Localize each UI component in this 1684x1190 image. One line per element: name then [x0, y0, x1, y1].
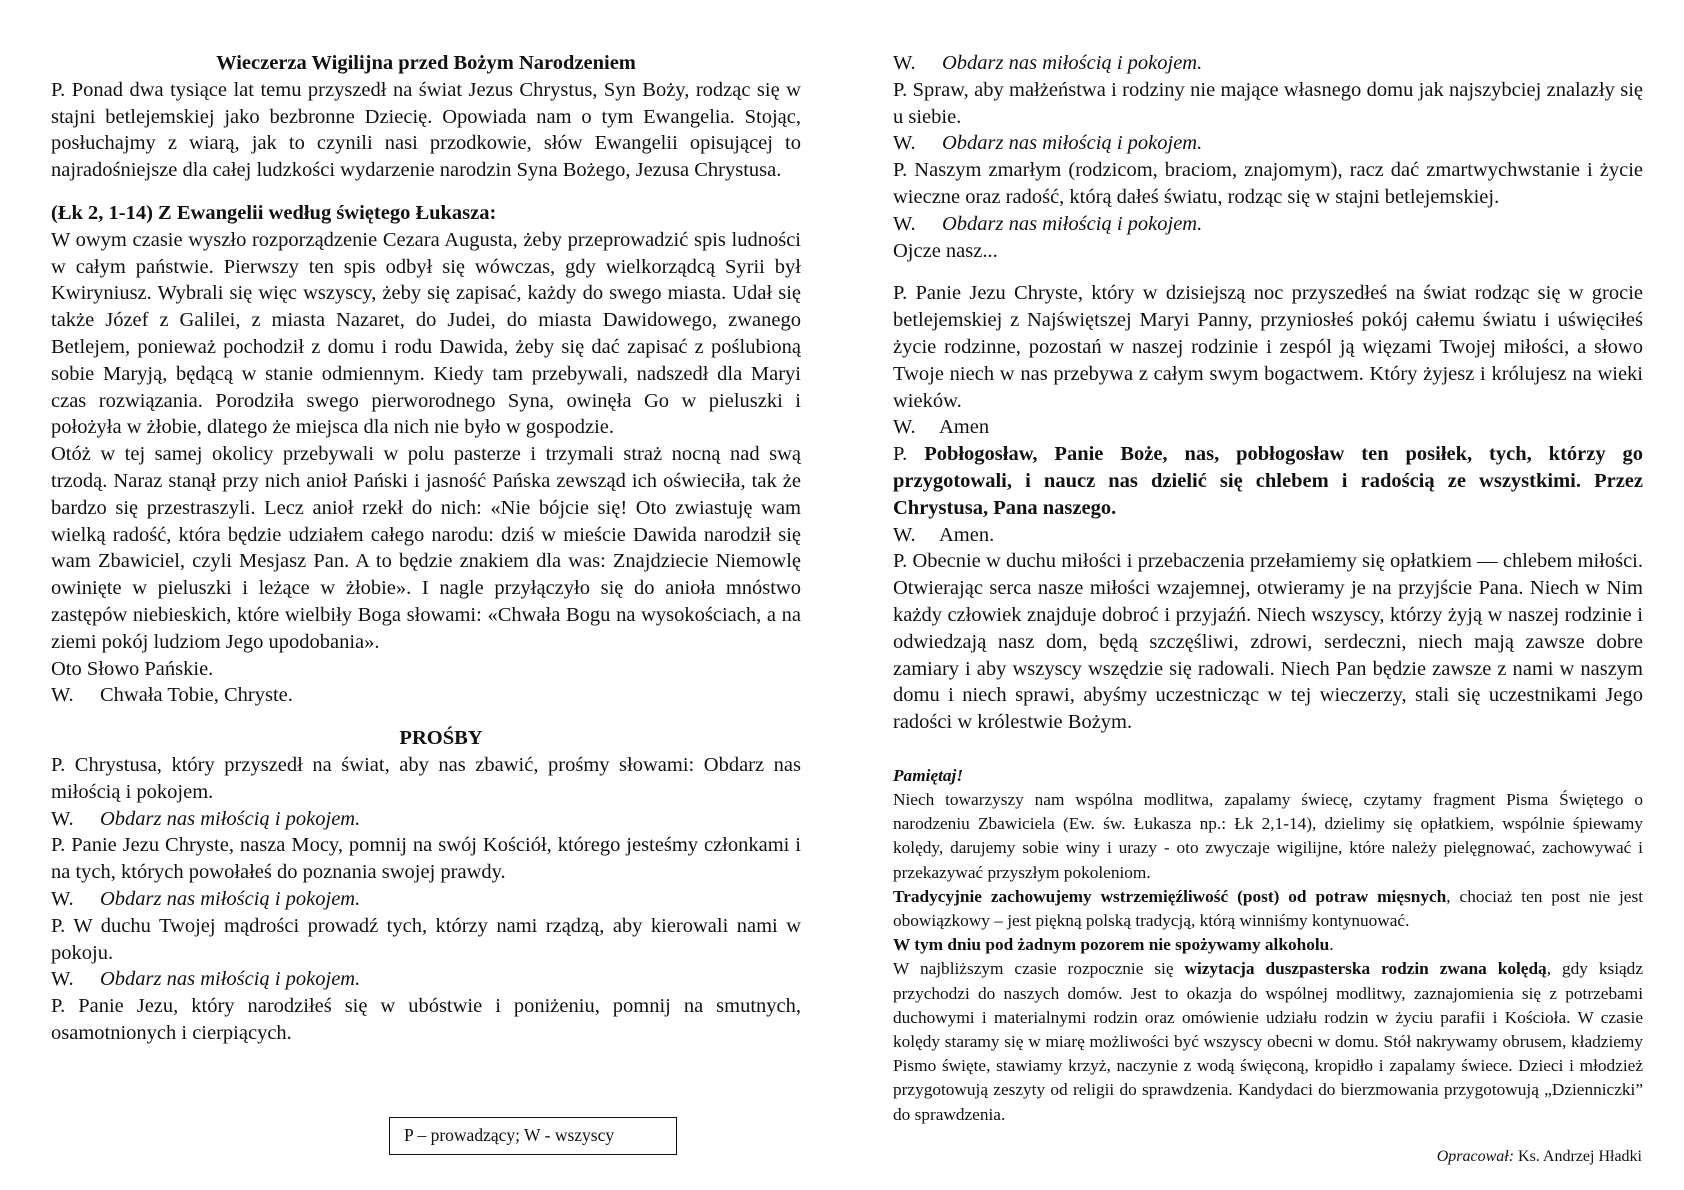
response-text: Obdarz nas miłością i pokojem. — [942, 212, 1203, 235]
response-label: W. — [893, 523, 916, 546]
response-text: Chwała Tobie, Chryste. — [100, 684, 293, 707]
response-label: W. — [51, 887, 74, 910]
response-label: W. — [893, 52, 916, 74]
response-text: Obdarz nas miłością i pokojem. — [942, 132, 1203, 155]
amen-text: Amen — [939, 416, 990, 439]
response-label: W. — [51, 968, 74, 991]
gospel-response — [51, 682, 801, 709]
response-label: W. — [893, 416, 916, 439]
remember-paragraph-1: Niech towarzyszy nam wspólna modlitwa, zapalamy świecę, czytamy fragment Pisma Świętego o narodzeniu Zbawiciela (Ew. św. Łukasza np.: Łk 2,1-14), dzielimy się opłatkiem, wspólnie śpiewamy kolędy, darujemy sobie winy i urazy - oto zwyczaje wigilijne, które należy pielęgnować, zachowywać i przekazywać przyszłym pokoleniom. — [893, 789, 1643, 882]
spacer — [51, 184, 801, 200]
fasting-note-rest: , chociaż ten post nie jest obowiązkowy – jest piękną polską tradycją, którą winniśmy kontynuować. — [893, 886, 1644, 930]
koleda-note: wizytacja duszpasterska rodzin zwana kolędą — [1184, 959, 1547, 979]
remember-heading: Pamiętaj! — [893, 765, 964, 785]
gospel-heading: (Łk 2, 1-14) Z Ewangelii według świętego Łukasza: — [51, 201, 497, 224]
credit-author: Ks. Andrzej Hładki — [1518, 1148, 1642, 1165]
response-label: W. — [893, 212, 916, 235]
intro-paragraph: P. Ponad dwa tysiące lat temu przyszedł na świat Jezus Chrystus, Syn Boży, rodząc się w stajni betlejemskiej jako bezbronne Dziecię. Opowiada nam o tym Ewangelia. Stojąc, posłuchajmy z wiarą, jak to czynili nasi przodkowie, słów Ewangelii opisującej to najradośniejsze dla całej ludzkości wydarzenie narodzin Syna Bożego, Jezusa Chrystusa. — [51, 78, 801, 182]
legend-box: P – prowadzący; W - wszyscy — [389, 1117, 677, 1155]
blessing-text: Pobłogosław, Panie Boże, nas, pobłogosław ten posiłek, tych, którzy go przygotowali, i naucz nas dzielić się chlebem i radością ze wszystkimi. Przez Chrystusa, Pana naszego. — [893, 443, 1644, 519]
amen-response — [893, 414, 1643, 441]
gospel-paragraph-2: Otóż w tej samej okolicy przebywali w polu pasterze i trzymali straż nocną nad swą trzodą. Naraz stanął przy nich anioł Pański i jasność Pańska zewsząd ich oświeciła, tak że bardzo się przestraszyli. Lecz anioł rzekł do nich: «Nie bójcie się! Oto zwiastuję wam wielką radość, która będzie udziałem całego narodu: dziś w mieście Dawida narodził się wam Zbawiciel, czyli Mesjasz Pan. A to będzie znakiem dla was: Znajdziecie Niemowlę owinięte w pieluszki i leżące w żłobie». I nagle przyłączyło się do anioła mnóstwo zastępów niebieskich, które wielbiły Boga słowami: «Chwała Bogu na wysokościach, a na ziemi pokój ludziom Jego upodobania». — [51, 443, 801, 653]
fasting-note: Tradycyjnie zachowujemy wstrzemięźliwość (post) od potraw mięsnych — [893, 886, 1447, 906]
amen-text: Amen. — [939, 523, 995, 546]
petition-response — [893, 50, 1643, 77]
gospel-paragraph-1: W owym czasie wyszło rozporządzenie Cezara Augusta, żeby przeprowadzić spis ludności w całym państwie. Pierwszy ten spis odbył się wówczas, gdy wielkorządcą Syrii był Kwiryniusz. Wybrali się więc wszyscy, żeby się zapisać, każdy do swego miasta. Udał się także Józef z Galilei, z miasta Nazaret, do Judei, do miasta Dawidowego, zwanego Betlejem, ponieważ pochodził z domu i rodu Dawida, żeby się dać zapisać z poślubioną sobie Maryją, będącą w stanie odmiennym. Kiedy tam przebywali, nadszedł dla Maryi czas rozwiązania. Porodziła swego pierworodnego Syna, owinęła Go w pieluszki i położyła w żłobie, dlatego że miejsca dla nich nie było w gospodzie. — [51, 228, 801, 439]
response-text: Obdarz nas miłością i pokojem. — [100, 968, 361, 991]
petition: P. Panie Jezu Chryste, nasza Mocy, pomnij na swój Kościół, którego jesteśmy członkami i na tych, których powołałeś do poznania swojej prawdy. — [51, 834, 801, 884]
petitions-heading: PROŚBY — [399, 727, 483, 750]
credit-label: Opracował: — [1436, 1148, 1515, 1165]
petition: P. W duchu Twojej mądrości prowadź tych, którzy nami rządzą, aby kierowali nami w pokoju. — [51, 914, 801, 964]
gospel-end: Oto Słowo Pańskie. — [51, 657, 214, 680]
response-label: W. — [51, 684, 74, 707]
spacer — [51, 709, 801, 725]
koleda-rest: , gdy ksiądz przychodzi do naszych domów. Jest to okazja do wspólnej modlitwy, zaznajomienia się z potrzebami duchowymi i materialnymi rodzin oraz omówienie udziału rodzin w życiu parafii i Kościoła. W czasie kolędy staramy się w miarę możliwości być wszyscy obecni w domu. Stół nakrywamy obrusem, kładziemy Pismo święte, stawiamy krzyż, naczynie z wodą święconą, kropidło i zapalamy świece. Dzieci i młodzież przygotowują zeszyty od religii do sprawdzenia. Kandydaci do bierzmowania przygotowują „Dzienniczki” do sprawdzenia. — [893, 959, 1643, 1124]
right-column — [893, 50, 1643, 1127]
petition: P. Spraw, aby małżeństwa i rodziny nie mające własnego domu jak najszybciej znalazły się u siebie. — [893, 78, 1643, 128]
petition-response — [893, 211, 1643, 238]
petition-response — [51, 966, 801, 993]
petition-response — [893, 130, 1643, 157]
petition: P. Chrystusa, który przyszedł na świat, aby nas zbawić, prośmy słowami: Obdarz nas miłością i pokojem. — [51, 753, 801, 803]
remember-paragraph-4 — [893, 957, 1643, 1126]
petition-response — [51, 806, 801, 833]
remember-paragraph-2 — [893, 885, 1643, 933]
koleda-intro: W najbliższym czasie rozpocznie się — [893, 959, 1185, 979]
blessing-prefix: P. — [893, 443, 908, 466]
response-label: W. — [51, 807, 74, 830]
petition: P. Naszym zmarłym (rodzicom, braciom, znajomym), racz dać zmartwychwstanie i życie wieczne oraz radość, którą dałeś światu, rodząc się w stajni betlejemskiej. — [893, 159, 1643, 208]
page-title: Wieczerza Wigilijna przed Bożym Narodzeniem — [216, 52, 636, 74]
our-father: Ojcze nasz... — [893, 239, 998, 262]
alcohol-note: W tym dniu pod żadnym pozorem nie spożywamy alkoholu — [893, 935, 1330, 955]
response-text: Obdarz nas miłością i pokojem. — [942, 52, 1203, 74]
response-label: W. — [893, 132, 916, 155]
remember-paragraph-3 — [893, 933, 1643, 957]
meal-blessing — [893, 441, 1643, 521]
petition: P. Panie Jezu, który narodziłeś się w ubóstwie i poniżeniu, pomnij na smutnych, osamotnionych i cierpiących. — [51, 995, 801, 1044]
alcohol-note-rest: . — [1329, 935, 1334, 955]
spacer — [893, 736, 1643, 764]
amen-response — [893, 522, 1643, 549]
oplatek-paragraph: P. Obecnie w duchu miłości i przebaczenia przełamiemy się opłatkiem — chlebem miłości. Otwierając serca nasze miłości wzajemnej, otwieramy je na przyjście Pana. Niech w Nim każdy człowiek znajduje dobroć i przyjaźń. Niech wszyscy, którzy żyją w naszej rodzinie i odwiedzają nasz dom, będą szczęśliwi, zdrowi, serdeczni, niech mają zawsze dobre zamiary i aby wszyscy wszędzie się radowali. Niech Pan będzie zawsze z nami w naszym domu i niech sprawi, abyśmy uczestnicząc w tej wieczerzy, stali się uczestnikami Jego radości w królestwie Bożym. — [893, 550, 1643, 734]
author-credit — [1437, 1148, 1642, 1166]
response-text: Obdarz nas miłością i pokojem. — [100, 887, 361, 910]
closing-prayer: P. Panie Jezu Chryste, który w dzisiejszą noc przyszedłeś na świat rodząc się w grocie betlejemskiej z Najświętszej Maryi Panny, przyniosłeś pokój całemu światu i uświęciłeś życie rodzinne, pozostań w naszej rodzinie i zespól ją więzami Twojej miłości, a słowo Twoje niech w nas przebywa z całym swym bogactwem. Który żyjesz i królujesz na wieki wieków. — [893, 282, 1643, 412]
spacer — [893, 264, 1643, 280]
left-column — [51, 50, 801, 1047]
response-text: Obdarz nas miłością i pokojem. — [100, 807, 361, 830]
petition-response — [51, 886, 801, 913]
